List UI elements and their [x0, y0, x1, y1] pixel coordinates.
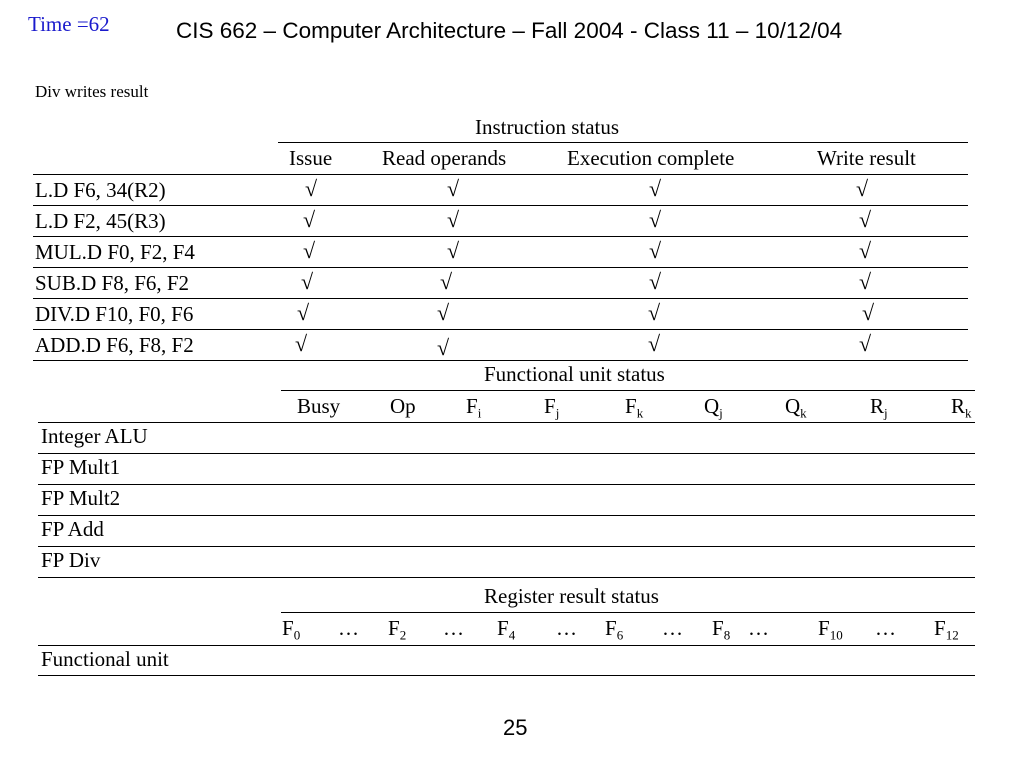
- checkmark-icon: √: [862, 300, 875, 325]
- fu-col-fi-base: F: [466, 394, 478, 418]
- register-result-status-rule: [281, 612, 975, 613]
- instruction-name: MUL.D F0, F2, F4: [35, 240, 195, 264]
- checkmark-icon: √: [649, 238, 662, 263]
- register-f10-base: F: [818, 616, 830, 640]
- register-f10-sub: 10: [829, 627, 843, 643]
- fu-col-op: [390, 394, 416, 419]
- register-f4-sub: 4: [508, 627, 516, 643]
- register-f10: [818, 616, 843, 641]
- register-f6: [605, 616, 623, 641]
- functional-unit-row-rule: [38, 484, 975, 485]
- functional-unit-row-rule: [38, 577, 975, 578]
- checkmark-icon: √: [859, 207, 872, 232]
- checkmark-icon: √: [303, 207, 316, 232]
- fu-col-fk-base: F: [625, 394, 637, 418]
- instruction-status-title: Instruction status: [475, 115, 620, 139]
- register-ellipsis-base: …: [556, 616, 577, 640]
- instruction-row-rule: [33, 236, 968, 237]
- register-f4: [497, 616, 515, 641]
- instruction-name: ADD.D F6, F8, F2: [35, 333, 194, 357]
- page-number: 25: [503, 715, 528, 740]
- fu-col-fk: [625, 394, 643, 419]
- register-f2: [388, 616, 406, 641]
- fu-col-rk-base: R: [951, 394, 966, 418]
- checkmark-icon: √: [297, 300, 310, 325]
- checkmark-icon: √: [447, 238, 460, 263]
- fu-col-rj-base: R: [870, 394, 885, 418]
- fu-col-qk-sub: k: [800, 405, 807, 421]
- slide-header: CIS 662 – Computer Architecture – Fall 2004 - Class 11 – 10/12/04: [176, 18, 843, 43]
- functional-unit-name: FP Mult1: [41, 455, 121, 479]
- register-result-status-title: Register result status: [484, 584, 659, 608]
- fu-col-rk: [951, 394, 972, 419]
- instr-col-execution-complete: Execution complete: [567, 146, 735, 170]
- slide-subtitle: Div writes result: [35, 82, 149, 101]
- register-f0-base: F: [282, 616, 294, 640]
- fu-col-qj: [704, 394, 723, 419]
- checkmark-icon: √: [649, 269, 662, 294]
- instruction-row-rule: [33, 205, 968, 206]
- fu-col-rj: [870, 394, 888, 419]
- fu-col-fi: [466, 394, 481, 419]
- register-f0: [282, 616, 300, 641]
- checkmark-icon: √: [295, 331, 308, 356]
- time-label: Time =62: [28, 12, 110, 36]
- functional-unit-row-rule: [38, 515, 975, 516]
- checkmark-icon: √: [437, 300, 450, 325]
- functional-unit-status-title: Functional unit status: [484, 362, 665, 386]
- fu-col-fj-sub: j: [555, 405, 560, 421]
- register-ellipsis: [443, 616, 464, 641]
- register-f6-base: F: [605, 616, 617, 640]
- fu-col-op-base: Op: [390, 394, 416, 418]
- checkmark-icon: √: [649, 207, 662, 232]
- instruction-name: SUB.D F8, F6, F2: [35, 271, 190, 295]
- instruction-name: DIV.D F10, F0, F6: [35, 302, 194, 326]
- checkmark-icon: √: [859, 238, 872, 263]
- instruction-row-rule: [33, 360, 968, 361]
- checkmark-icon: √: [447, 176, 460, 201]
- instr-col-write-result: Write result: [817, 146, 916, 170]
- functional-unit-name: FP Div: [41, 548, 101, 572]
- checkmark-icon: √: [303, 238, 316, 263]
- register-f2-sub: 2: [399, 627, 407, 643]
- register-ellipsis-base: …: [748, 616, 769, 640]
- instruction-header-rule: [33, 174, 968, 175]
- fu-col-fj-base: F: [544, 394, 556, 418]
- fu-col-qk: [785, 394, 807, 419]
- checkmark-icon: √: [440, 269, 453, 294]
- checkmark-icon: √: [856, 176, 869, 201]
- functional-unit-status-rule: [281, 390, 975, 391]
- functional-unit-name: FP Mult2: [41, 486, 121, 510]
- register-f8: [712, 616, 730, 641]
- instr-col-issue: Issue: [289, 146, 333, 170]
- register-bottom-rule: [38, 675, 975, 676]
- register-f4-base: F: [497, 616, 509, 640]
- fu-col-qk-base: Q: [785, 394, 801, 418]
- register-f12: [934, 616, 959, 641]
- fu-col-fi-sub: i: [477, 405, 482, 421]
- register-f12-sub: 12: [945, 627, 959, 643]
- fu-col-busy-base: Busy: [297, 394, 341, 418]
- register-f2-base: F: [388, 616, 400, 640]
- register-f8-sub: 8: [723, 627, 731, 643]
- instruction-name: L.D F2, 45(R3): [35, 209, 166, 233]
- checkmark-icon: √: [437, 335, 450, 360]
- register-ellipsis: [662, 616, 683, 641]
- register-f12-base: F: [934, 616, 946, 640]
- checkmark-icon: √: [301, 269, 314, 294]
- checkmark-icon: √: [447, 207, 460, 232]
- functional-unit-name: FP Add: [41, 517, 104, 541]
- checkmark-icon: √: [648, 300, 661, 325]
- register-ellipsis-base: …: [443, 616, 464, 640]
- register-ellipsis-base: …: [875, 616, 896, 640]
- register-f6-sub: 6: [616, 627, 624, 643]
- register-f0-sub: 0: [293, 627, 301, 643]
- instruction-row-rule: [33, 329, 968, 330]
- checkmark-icon: √: [648, 331, 661, 356]
- checkmark-icon: √: [859, 269, 872, 294]
- register-ellipsis-base: …: [338, 616, 359, 640]
- checkmark-icon: √: [649, 176, 662, 201]
- register-ellipsis: [748, 616, 769, 641]
- instruction-status-rule: [278, 142, 968, 143]
- checkmark-icon: √: [859, 331, 872, 356]
- functional-unit-header-rule: [38, 422, 975, 423]
- instruction-row-rule: [33, 298, 968, 299]
- functional-unit-row-rule: [38, 453, 975, 454]
- register-header-rule: [38, 645, 975, 646]
- fu-col-rk-sub: k: [965, 405, 972, 421]
- fu-col-qj-sub: j: [719, 405, 723, 421]
- register-ellipsis: [338, 616, 359, 641]
- register-row-label: Functional unit: [41, 647, 169, 671]
- instruction-row-rule: [33, 267, 968, 268]
- functional-unit-row-rule: [38, 546, 975, 547]
- instruction-name: L.D F6, 34(R2): [35, 178, 166, 202]
- fu-col-rj-sub: j: [884, 405, 888, 421]
- register-ellipsis: [556, 616, 577, 641]
- register-ellipsis: [875, 616, 896, 641]
- checkmark-icon: √: [305, 176, 318, 201]
- instr-col-read-operands: Read operands: [382, 146, 507, 170]
- register-f8-base: F: [712, 616, 724, 640]
- functional-unit-name: Integer ALU: [41, 424, 148, 448]
- fu-col-busy: [297, 394, 340, 419]
- fu-col-fj: [544, 394, 559, 419]
- register-ellipsis-base: …: [662, 616, 683, 640]
- fu-col-qj-base: Q: [704, 394, 720, 418]
- fu-col-fk-sub: k: [636, 405, 644, 421]
